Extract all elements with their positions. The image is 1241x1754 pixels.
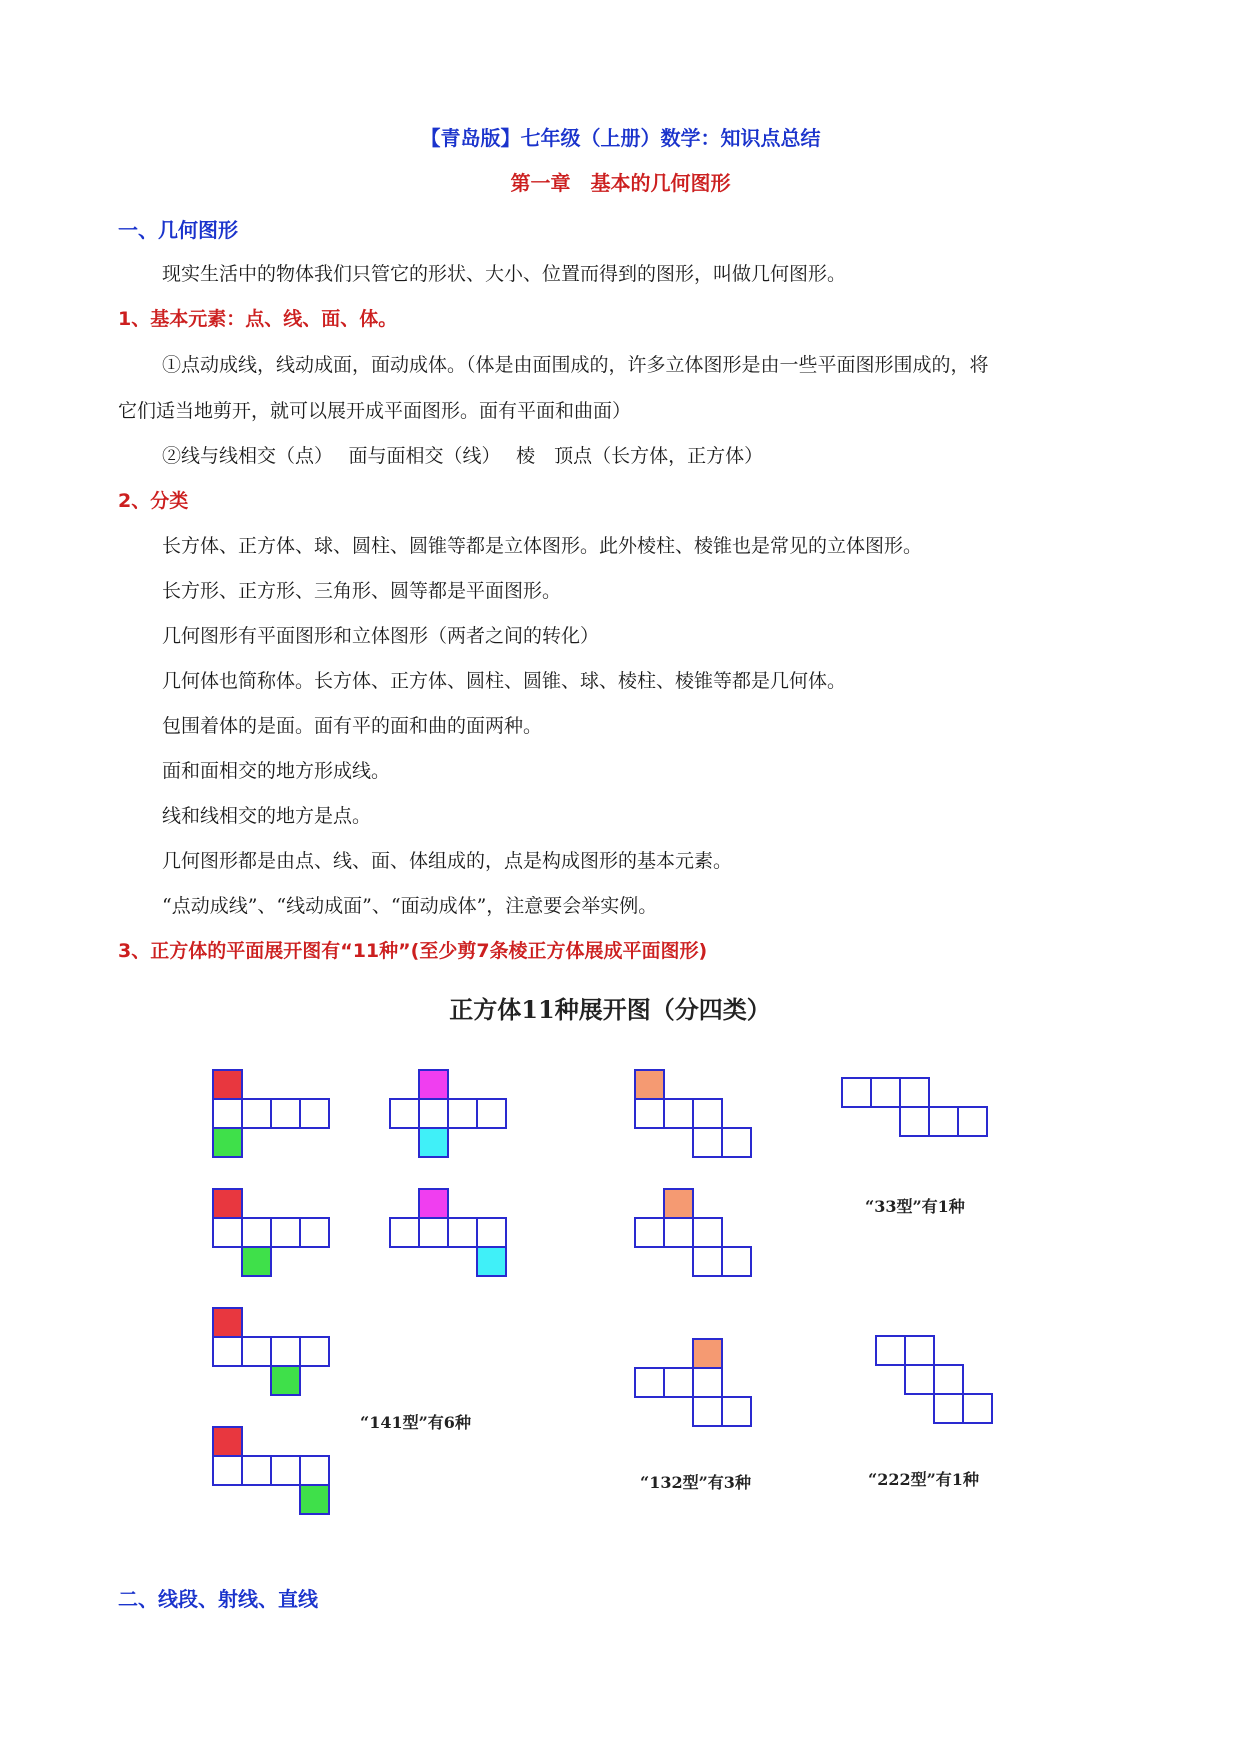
net-square <box>664 1099 693 1128</box>
label-33-type: “33型”有1种 <box>865 1197 965 1216</box>
sub2-line: 几何图形都是由点、线、面、体组成的，点是构成图形的基本元素。 <box>162 850 733 872</box>
net-square-cyan <box>477 1247 506 1276</box>
net-141-a <box>213 1070 329 1157</box>
sub2-line: 长方形、正方形、三角形、圆等都是平面图形。 <box>162 580 562 602</box>
net-square <box>390 1099 419 1128</box>
net-square <box>419 1099 448 1128</box>
net-square <box>693 1218 722 1247</box>
net-33 <box>842 1078 987 1136</box>
net-square <box>876 1336 905 1365</box>
net-222 <box>876 1336 992 1423</box>
sub2-line: “点动成线”、“线动成面”、“面动成体”，注意要会举实例。 <box>162 895 658 917</box>
sub2-line: 线和线相交的地方是点。 <box>162 805 372 827</box>
net-square-orange <box>693 1339 722 1368</box>
section1-heading: 一、几何图形 <box>118 218 238 242</box>
net-square-green <box>300 1485 329 1514</box>
cube-nets-drawing <box>200 990 1020 1550</box>
net-square <box>693 1397 722 1426</box>
net-132-c <box>635 1339 751 1426</box>
net-square-green <box>242 1247 271 1276</box>
net-square <box>664 1218 693 1247</box>
net-141-f <box>213 1427 329 1514</box>
net-square <box>693 1128 722 1157</box>
net-132-a <box>635 1070 751 1157</box>
net-141-d <box>390 1189 506 1276</box>
sub2-line: 几何图形有平面图形和立体图形（两者之间的转化） <box>162 625 600 647</box>
sub1-paragraph2: ②线与线相交（点） 面与面相交（线） 棱 顶点（长方体，正方体） <box>162 445 764 467</box>
net-square <box>271 1099 300 1128</box>
net-square <box>722 1247 751 1276</box>
sub2-line: 包围着体的是面。面有平的面和曲的面两种。 <box>162 715 543 737</box>
section2-heading: 二、线段、射线、直线 <box>118 1587 318 1611</box>
figure-title: 正方体11种展开图（分四类） <box>449 995 771 1024</box>
net-square <box>635 1368 664 1397</box>
net-square <box>213 1218 242 1247</box>
net-square-cyan <box>419 1128 448 1157</box>
label-132-type: “132型”有3种 <box>640 1473 751 1492</box>
net-square <box>271 1337 300 1366</box>
sub2-line: 面和面相交的地方形成线。 <box>162 760 391 782</box>
net-square <box>271 1218 300 1247</box>
net-141-b <box>390 1070 506 1157</box>
net-square <box>477 1218 506 1247</box>
net-square-red <box>213 1189 242 1218</box>
net-square-magenta <box>419 1189 448 1218</box>
net-square-orange <box>664 1189 693 1218</box>
net-square <box>958 1107 987 1136</box>
net-square <box>900 1078 929 1107</box>
net-square <box>842 1078 871 1107</box>
net-square <box>871 1078 900 1107</box>
net-141-e <box>213 1308 329 1395</box>
net-square <box>242 1218 271 1247</box>
label-222-type: “222型”有1种 <box>868 1470 979 1489</box>
net-square <box>934 1394 963 1423</box>
sub1-paragraph1-line2: 它们适当地剪开，就可以展开成平面图形。面有平面和曲面） <box>118 400 632 422</box>
net-square <box>905 1365 934 1394</box>
net-square <box>477 1099 506 1128</box>
net-square-red <box>213 1308 242 1337</box>
sub1-heading: 1、基本元素：点、线、面、体。 <box>118 308 398 330</box>
net-square <box>213 1456 242 1485</box>
label-141-type: “141型”有6种 <box>360 1413 471 1432</box>
net-square <box>693 1247 722 1276</box>
sub2-line: 长方体、正方体、球、圆柱、圆锥等都是立体图形。此外棱柱、棱锥也是常见的立体图形。 <box>162 535 923 557</box>
section1-intro: 现实生活中的物体我们只管它的形状、大小、位置而得到的图形，叫做几何图形。 <box>162 263 847 285</box>
net-square <box>635 1218 664 1247</box>
net-square <box>905 1336 934 1365</box>
net-square-magenta <box>419 1070 448 1099</box>
net-square <box>934 1365 963 1394</box>
net-square <box>242 1456 271 1485</box>
net-132-b <box>635 1189 751 1276</box>
net-square <box>242 1337 271 1366</box>
net-square <box>300 1456 329 1485</box>
net-square-green <box>271 1366 300 1395</box>
net-square <box>929 1107 958 1136</box>
document-title: 【青岛版】七年级（上册）数学：知识点总结 <box>420 126 821 150</box>
net-square <box>963 1394 992 1423</box>
net-square <box>722 1397 751 1426</box>
net-square <box>271 1456 300 1485</box>
net-square-red <box>213 1427 242 1456</box>
sub3-heading: 3、正方体的平面展开图有“11种”(至少剪7条棱正方体展成平面图形) <box>118 940 708 962</box>
net-square <box>213 1337 242 1366</box>
net-square <box>300 1099 329 1128</box>
net-square <box>213 1099 242 1128</box>
net-141-c <box>213 1189 329 1276</box>
cube-nets-figure <box>200 990 1020 1550</box>
net-square <box>242 1099 271 1128</box>
net-square <box>722 1128 751 1157</box>
net-square <box>300 1218 329 1247</box>
sub2-heading: 2、分类 <box>118 490 189 512</box>
net-square <box>693 1099 722 1128</box>
net-square <box>635 1099 664 1128</box>
sub2-line: 几何体也简称体。长方体、正方体、圆柱、圆锥、球、棱柱、棱锥等都是几何体。 <box>162 670 847 692</box>
net-square <box>448 1099 477 1128</box>
net-square-orange <box>635 1070 664 1099</box>
chapter-title: 第一章 基本的几何图形 <box>510 171 731 195</box>
net-square-red <box>213 1070 242 1099</box>
net-square <box>419 1218 448 1247</box>
net-square-green <box>213 1128 242 1157</box>
net-square <box>448 1218 477 1247</box>
sub1-paragraph1-line1: ①点动成线，线动成面，面动成体。（体是由面围成的，许多立体图形是由一些平面图形围成的，将 <box>162 354 989 376</box>
net-square <box>390 1218 419 1247</box>
net-square <box>664 1368 693 1397</box>
net-square <box>300 1337 329 1366</box>
net-square <box>900 1107 929 1136</box>
net-square <box>693 1368 722 1397</box>
